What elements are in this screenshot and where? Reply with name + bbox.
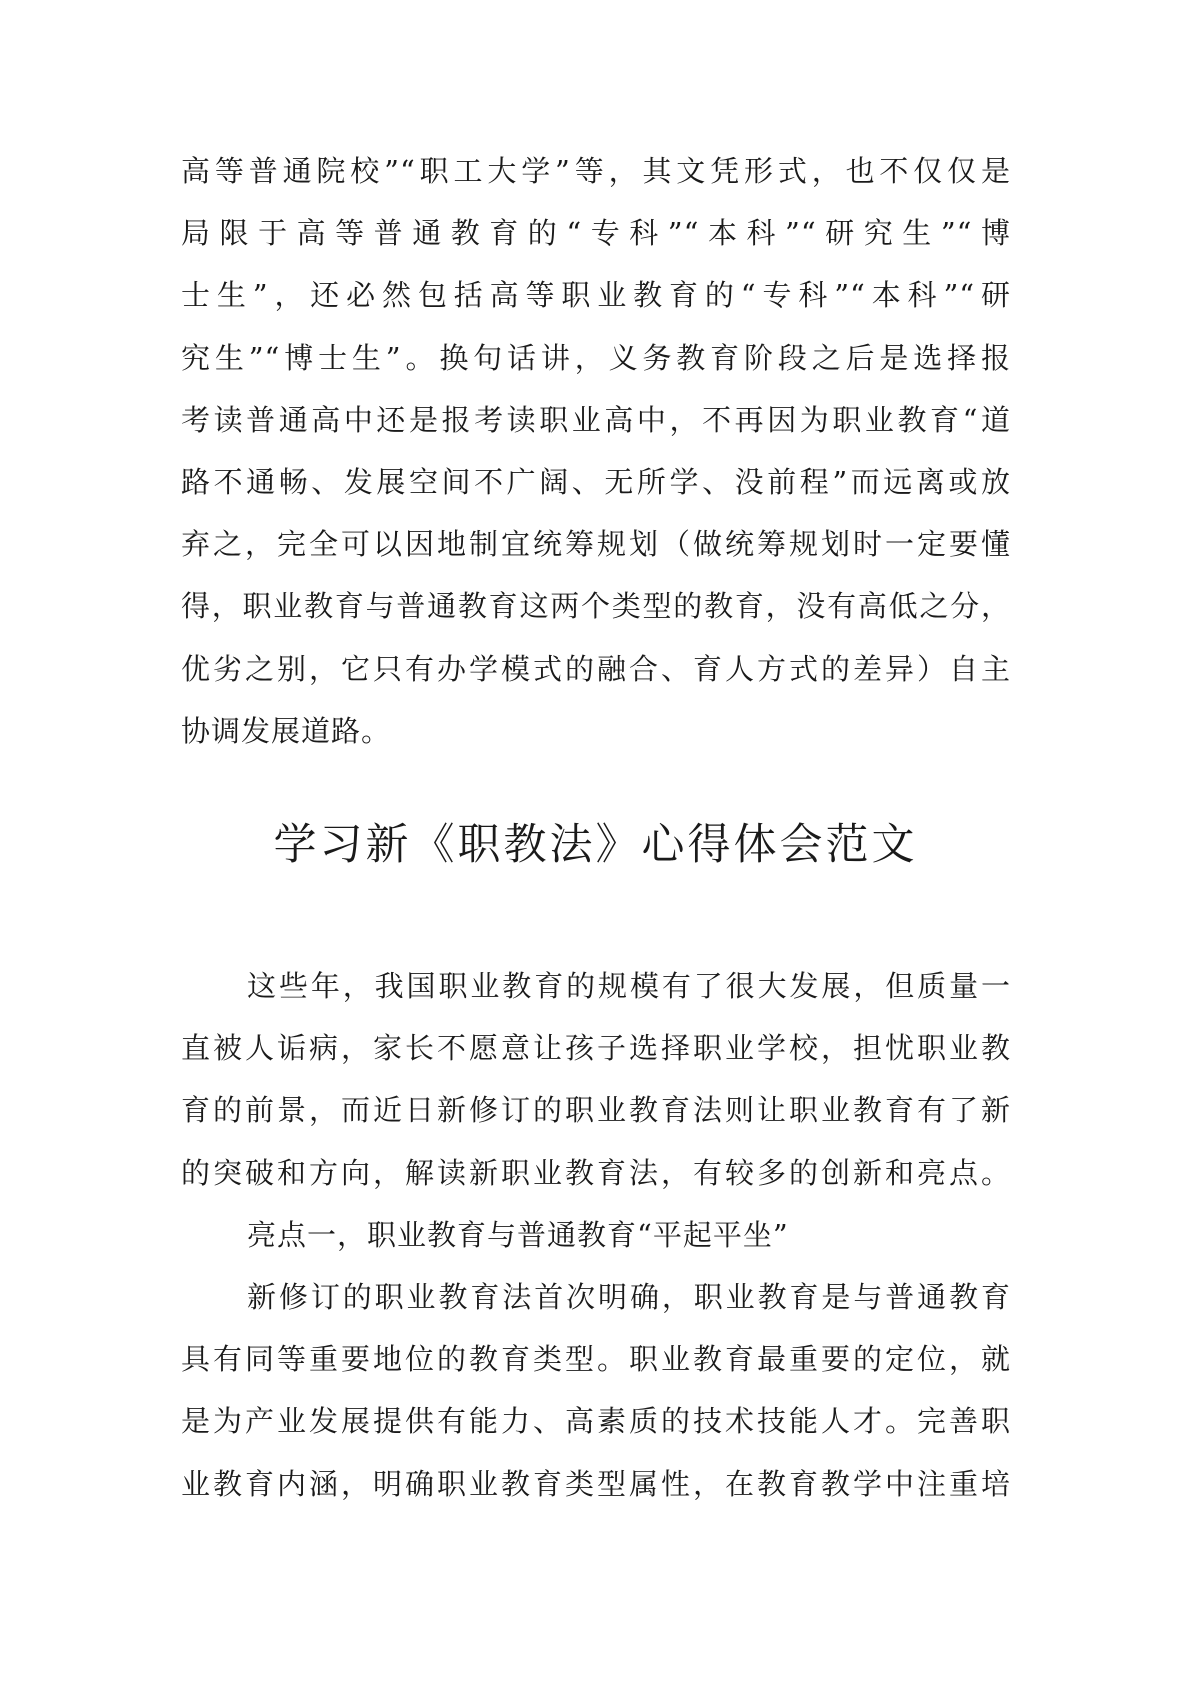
paragraph-line: 直被人诟病，家长不愿意让孩子选择职业学校，担忧职业教 — [181, 1031, 1011, 1066]
paragraph-line: 高等普通院校”“职工大学”等，其文凭形式，也不仅仅是 — [181, 154, 1011, 188]
paragraph-line: 考读普通高中还是报考读职业高中，不再因为职业教育“道 — [181, 402, 1011, 437]
body-text — [181, 955, 1011, 1515]
document-title: 学习新《职教法》心得体会范文 — [273, 820, 918, 870]
paragraph-line: 协调发展道路。 — [181, 713, 392, 748]
paragraph-line: 得，职业教育与普通教育这两个类型的教育，没有高低之分， — [181, 589, 1011, 624]
paragraph-line: 局限于高等普通教育的“专科”“本科”“研究生”“博 — [181, 216, 1011, 251]
paragraph-line: 具有同等重要地位的教育类型。职业教育最重要的定位，就 — [181, 1342, 1011, 1377]
paragraph-line: 新修订的职业教育法首次明确，职业教育是与普通教育 — [247, 1279, 1011, 1314]
highlight-heading: 亮点一，职业教育与普通教育“平起平坐” — [247, 1217, 789, 1252]
paragraph-line: 弃之，完全可以因地制宜统筹规划（做统筹规划时一定要懂 — [181, 527, 1011, 562]
paragraph-line: 是为产业发展提供有能力、高素质的技术技能人才。完善职 — [181, 1404, 1011, 1439]
paragraph-line: 业教育内涵，明确职业教育类型属性，在教育教学中注重培 — [181, 1466, 1011, 1501]
paragraph-line: 究生”“博士生”。换句话讲，义务教育阶段之后是选择报 — [181, 340, 1011, 375]
paragraph-line: 优劣之别，它只有办学模式的融合、育人方式的差异）自主 — [181, 651, 1011, 686]
paragraph-line: 这些年，我国职业教育的规模有了很大发展，但质量一 — [247, 969, 1011, 1003]
paragraph-line: 路不通畅、发展空间不广阔、无所学、没前程”而远离或放 — [181, 464, 1011, 499]
paragraph-line: 士生”，还必然包括高等职业教育的“专科”“本科”“研 — [181, 278, 1011, 313]
continued-paragraph — [181, 140, 1011, 762]
paragraph-line: 育的前景，而近日新修订的职业教育法则让职业教育有了新 — [181, 1093, 1011, 1128]
paragraph-line: 的突破和方向，解读新职业教育法，有较多的创新和亮点。 — [181, 1155, 1011, 1190]
